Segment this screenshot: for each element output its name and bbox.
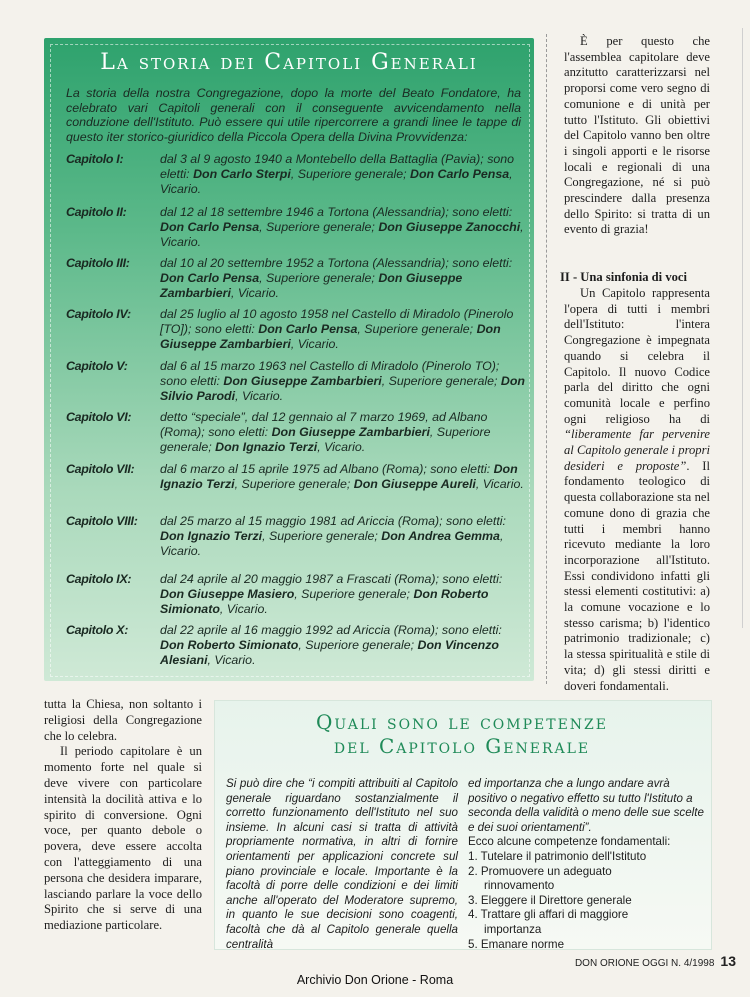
chapter-text: , Superiore generale; bbox=[234, 477, 354, 492]
right-paragraph-2 bbox=[564, 286, 710, 694]
chapter-text: , Vicario. bbox=[160, 167, 513, 197]
page-number: 13 bbox=[720, 953, 736, 969]
chapter-text: dal 22 aprile al 16 maggio 1992 ad Ariccia (Roma); sono eletti: bbox=[160, 623, 502, 637]
elected-person: Don Carlo Pensa bbox=[258, 322, 358, 337]
chapter-text: , Superiore generale; bbox=[294, 587, 414, 602]
section-heading: II - Una sinfonia di voci bbox=[560, 270, 688, 284]
chapter-entry bbox=[66, 152, 526, 198]
competences-title-line1: Quali sono le competenze bbox=[315, 710, 608, 734]
competence-item: importanza bbox=[484, 922, 542, 936]
chapter-details bbox=[160, 359, 526, 405]
chapter-text: , Vicario. bbox=[160, 529, 504, 559]
elected-person: Don Vincenzo Alesiani bbox=[160, 638, 499, 668]
chapter-label: Capitolo I: bbox=[66, 152, 124, 166]
page-footer bbox=[536, 953, 736, 969]
chapter-text: dal 24 aprile al 20 maggio 1987 a Frascati (Roma); sono eletti: bbox=[160, 572, 503, 586]
competences-left-text: Si può dire che “i compiti attribuiti al Capitolo generale riguardano sostanzialmente il corretto funzionamento dell'Istituto nel suo insieme. In alcuni casi si tratta di attività propriamente normativa, in altri di fornire orientamenti per applicazioni concrete sul piano provinciale e locale. Importante è la facoltà di porre delle condizioni e dei limiti anche all'operato del Moderatore supremo, in quanto le sue decisioni sono coagenti, facoltà che dà al Capitolo generale quella centralità bbox=[226, 777, 458, 951]
chapter-details bbox=[160, 410, 526, 456]
chapter-text: dal 6 marzo al 15 aprile 1975 ad Albano (Roma); sono eletti: bbox=[160, 462, 494, 476]
competence-item: 4. Trattare gli affari di maggiore bbox=[468, 908, 629, 922]
chapter-entry bbox=[66, 514, 526, 560]
elected-person: Don Ignazio Terzi bbox=[160, 462, 518, 492]
competences-intro: Ecco alcune competenze fondamentali: bbox=[468, 835, 671, 849]
chapter-label: Capitolo IX: bbox=[66, 572, 132, 586]
left-column bbox=[44, 697, 202, 934]
chapter-text: , Vicario. bbox=[219, 602, 268, 617]
chapter-text: , Superiore generale; bbox=[298, 638, 418, 653]
chapter-details bbox=[160, 462, 526, 492]
chapter-text: , Vicario. bbox=[475, 477, 524, 492]
chapter-details bbox=[160, 623, 526, 669]
right-paragraph-1: È per questo che l'assemblea capitolare deve anzitutto caratterizzarsi nel proporsi come vero segno di comunione e di unità per tutto l'Istituto. Gli obiettivi del Capitolo vanno ben oltre i singoli apporti e le risorse locali e regionali di una Congregazione, né si può prescindere dalla presenza dello Spirito: si tratta di un evento di grazia! bbox=[564, 34, 710, 237]
archive-credit: Archivio Don Orione - Roma bbox=[296, 973, 454, 987]
elected-person: Don Giuseppe Zambarbieri bbox=[160, 322, 501, 352]
chapter-details bbox=[160, 514, 526, 560]
elected-person: Don Carlo Pensa bbox=[160, 271, 260, 286]
chapter-entry bbox=[66, 410, 526, 456]
chapter-label: Capitolo VI: bbox=[66, 410, 132, 424]
elected-person: Don Roberto Simionato bbox=[160, 587, 489, 617]
elected-person: Don Roberto Simionato bbox=[160, 638, 299, 653]
chapter-label: Capitolo IV: bbox=[66, 307, 131, 321]
chapter-entry bbox=[66, 256, 526, 302]
elected-person: Don Giuseppe Zambarbieri bbox=[160, 271, 463, 301]
chapter-label: Capitolo VII: bbox=[66, 462, 135, 476]
p2-quote: “liberamente far pervenire al Capitolo generale i propri desideri e proposte” bbox=[564, 427, 710, 473]
chapter-text: dal 6 al 15 marzo 1963 nel Castello di Miradolo (Pinerolo TO); sono eletti: bbox=[160, 359, 500, 389]
chapter-details bbox=[160, 256, 526, 302]
p2-text-b: . Il fondamento teologico di questa collaborazione sta nel comune dono di grazia che tutti i membri hanno ricevuto mediante la loro incorporazione all'Istituto. Essi condividono infatti gli stessi elementi costitutivi: a) la comune vocazione e lo stesso carisma; b) l'identico patrimonio tradizionale; c) la stessa spiritualità e stile di vita; d) gli stessi diritti e doveri fondamentali. bbox=[564, 458, 710, 693]
history-box-title: La storia dei Capitoli Generali bbox=[100, 50, 478, 75]
right-column-paragraph-2 bbox=[564, 286, 710, 694]
chapter-text: , Vicario. bbox=[290, 337, 339, 352]
chapter-text: dal 25 luglio al 10 agosto 1958 nel Castello di Miradolo (Pinerolo [TO]); sono eletti: bbox=[160, 307, 514, 337]
competences-list bbox=[468, 850, 708, 952]
competence-item: 2. Promuovere un adeguato bbox=[468, 864, 612, 878]
chapter-text: dal 25 marzo al 15 maggio 1981 ad Ariccia (Roma); sono eletti: bbox=[160, 514, 506, 528]
chapter-entry bbox=[66, 462, 526, 492]
p2-text-a: Un Capitolo rappresenta l'opera di tutti i membri dell'Istituto: l'intera Congregazione è impegnata quando si celebra il Capitolo. Il nuovo Codice parla del diritto che ogni comunità locale e perfino ogni religioso ha di bbox=[564, 286, 710, 426]
elected-person: Don Silvio Parodi bbox=[160, 374, 525, 404]
chapter-text: , Vicario. bbox=[317, 440, 366, 455]
chapter-entry bbox=[66, 359, 526, 405]
chapter-text: , Superiore generale; bbox=[262, 529, 382, 544]
chapter-details bbox=[160, 205, 526, 251]
chapter-text: , Superiore generale; bbox=[259, 220, 379, 235]
chapter-text: , Vicario. bbox=[235, 389, 284, 404]
chapter-text: , Superiore generale; bbox=[290, 167, 410, 182]
elected-person: Don Andrea Gemma bbox=[381, 529, 500, 544]
magazine-issue: DON ORIONE OGGI N. 4/1998 bbox=[574, 958, 715, 969]
chapter-details bbox=[160, 152, 526, 198]
chapter-label: Capitolo VIII: bbox=[66, 514, 138, 528]
chapter-label: Capitolo X: bbox=[66, 623, 129, 637]
chapter-text: dal 12 al 18 settembre 1946 a Tortona (Alessandria); sono eletti: bbox=[160, 205, 513, 219]
chapter-entry bbox=[66, 205, 526, 251]
column-divider bbox=[546, 34, 547, 684]
competence-item: 3. Eleggere il Direttore generale bbox=[468, 893, 632, 907]
elected-person: Don Ignazio Terzi bbox=[160, 529, 263, 544]
chapter-label: Capitolo V: bbox=[66, 359, 128, 373]
chapter-text: , Superiore generale; bbox=[160, 425, 491, 455]
chapter-label: Capitolo III: bbox=[66, 256, 130, 270]
competence-item: rinnovamento bbox=[484, 879, 555, 893]
chapter-details bbox=[160, 307, 526, 353]
chapter-text: , Vicario. bbox=[230, 286, 279, 301]
competence-item: 5. Emanare norme bbox=[468, 937, 565, 951]
chapter-text: dal 3 al 9 agosto 1940 a Montebello della Battaglia (Pavia); sono eletti: bbox=[160, 152, 515, 182]
chapter-text: , Superiore generale; bbox=[381, 374, 501, 389]
chapter-details bbox=[160, 572, 526, 618]
right-column-paragraph bbox=[564, 34, 710, 238]
competences-title-line2: del Capitolo Generale bbox=[333, 734, 591, 758]
chapter-entry bbox=[66, 572, 526, 618]
elected-person: Don Giuseppe Zanocchi bbox=[378, 220, 521, 235]
competence-item: 1. Tutelare il patrimonio dell'Istituto bbox=[468, 849, 647, 863]
elected-person: Don Carlo Pensa bbox=[410, 167, 510, 182]
left-paragraph-1: tutta la Chiesa, non soltanto i religiosi della Congregazione che lo celebra. bbox=[44, 697, 202, 743]
history-box-intro: La storia della nostra Congregazione, dopo la morte del Beato Fondatore, ha celebrato vari Capitoli generali con il conseguente avvicendamento nella conduzione dell'Istituto. Può essere qui utile ripercorrere a grandi linee le tappe di questo iter storico-giuridico della Piccola Opera della Divina Provvidenza: bbox=[66, 86, 521, 144]
chapter-entry bbox=[66, 307, 526, 353]
elected-person: Don Carlo Sterpi bbox=[193, 167, 291, 182]
elected-person: Don Giuseppe Zambarbieri bbox=[223, 374, 382, 389]
competences-right-quote: ed importanza che a lungo andare avrà positivo o negativo effetto su tutto l'Istituto a seconda della validità o meno delle sue scelte e dei suoi orientamenti”. bbox=[468, 777, 704, 834]
chapter-text: , Vicario. bbox=[160, 220, 524, 250]
chapter-entry bbox=[66, 623, 526, 669]
left-paragraph-2: Il periodo capitolare è un momento forte nel quale si deve vivere con particolare intensità la docilità attiva e lo spirito di conversione. Ogni voce, per quanto debole o povera, deve essere accolta con l'atteggiamento di una persona che desidera imparare, lasciando parlare la voce dello Spirito che si serve di una mediazione particolare. bbox=[44, 744, 202, 933]
chapter-text: detto “speciale”, dal 12 gennaio al 7 marzo 1969, ad Albano (Roma); sono eletti: bbox=[160, 410, 488, 440]
chapter-text: dal 10 al 20 settembre 1952 a Tortona (Alessandria); sono eletti: bbox=[160, 256, 513, 270]
elected-person: Don Ignazio Terzi bbox=[215, 440, 318, 455]
elected-person: Don Giuseppe Aureli bbox=[353, 477, 476, 492]
chapter-label: Capitolo II: bbox=[66, 205, 127, 219]
page-edge-line bbox=[742, 28, 743, 628]
competences-right bbox=[468, 777, 708, 952]
chapter-text: , Superiore generale; bbox=[259, 271, 379, 286]
elected-person: Don Carlo Pensa bbox=[160, 220, 260, 235]
elected-person: Don Giuseppe Masiero bbox=[160, 587, 295, 602]
chapter-text: , Vicario. bbox=[207, 653, 256, 668]
elected-person: Don Giuseppe Zambarbieri bbox=[271, 425, 430, 440]
chapter-text: , Superiore generale; bbox=[357, 322, 477, 337]
